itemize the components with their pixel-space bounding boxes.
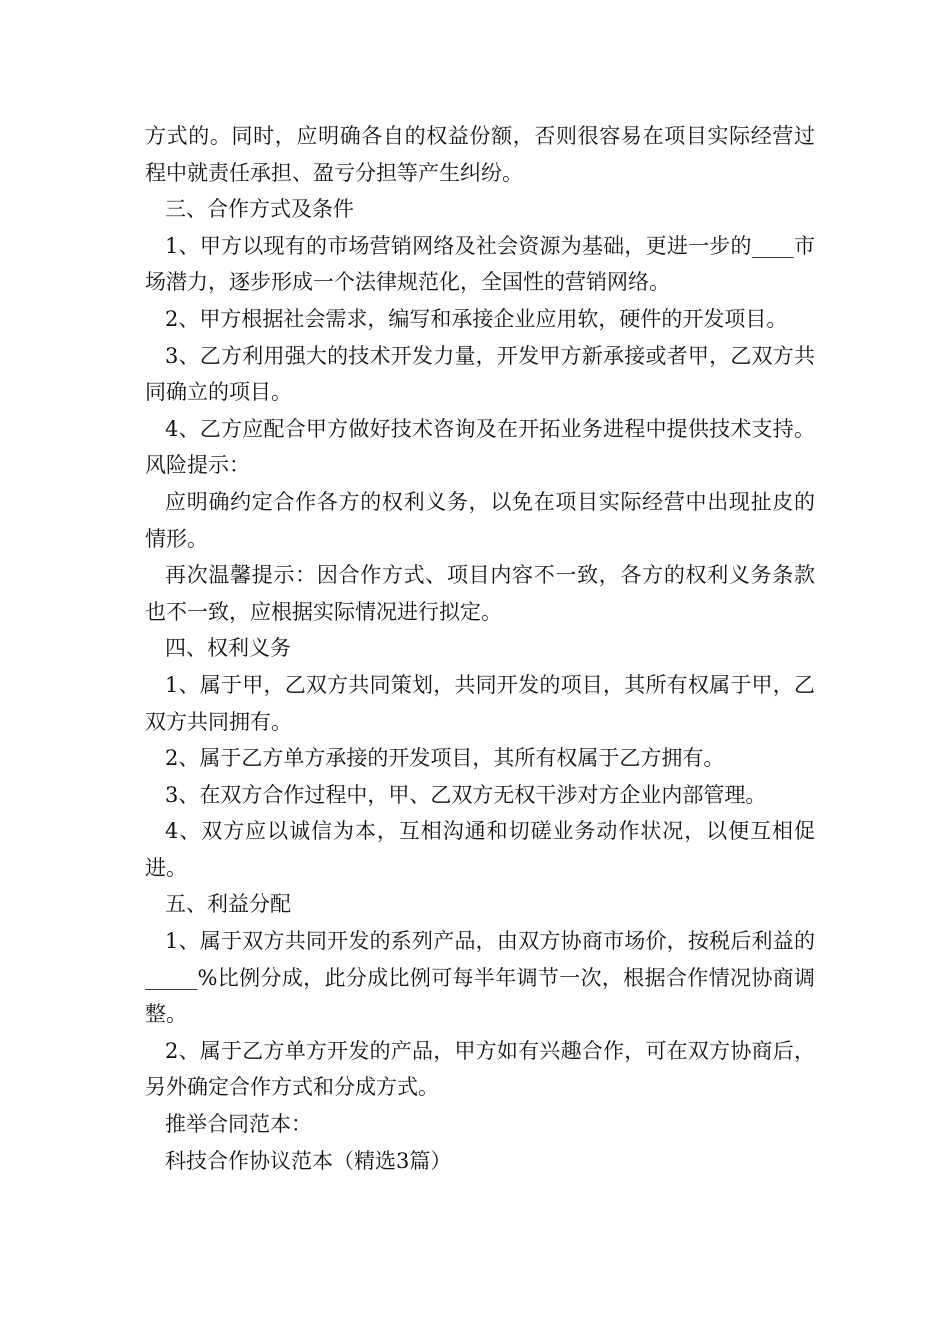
paragraph: 1、属于双方共同开发的系列产品，由双方协商市场价，按税后利益的_____%比例分成，此分成比例可每半年调节一次，根据合作情况协商调整。: [145, 929, 815, 1027]
paragraph: 3、乙方利用强大的技术开发力量，开发甲方新承接或者甲，乙双方共同确立的项目。: [145, 343, 815, 405]
paragraph: 科技合作协议范本（精选3篇）: [165, 1148, 452, 1173]
section-heading: 三、合作方式及条件: [165, 197, 354, 222]
section-heading: 四、权利义务: [165, 636, 291, 661]
section-heading: 五、利益分配: [165, 892, 291, 917]
paragraph: 再次温馨提示：因合作方式、项目内容不一致，各方的权利义务条款也不一致，应根据实际情况进行拟定。: [145, 563, 815, 624]
document-body: [145, 118, 815, 1179]
paragraph: 2、甲方根据社会需求，编写和承接企业应用软，硬件的开发项目。: [165, 306, 788, 331]
paragraph: 推举合同范本：: [165, 1112, 312, 1137]
paragraph: 1、属于甲，乙双方共同策划，共同开发的项目，其所有权属于甲，乙双方共同拥有。: [145, 672, 815, 734]
paragraph: 4、乙方应配合甲方做好技术咨询及在开拓业务进程中提供技术支持。风险提示：: [145, 416, 815, 478]
paragraph: 1、甲方以现有的市场营销网络及社会资源为基础，更进一步的____市场潜力，逐步形成一个法律规范化，全国性的营销网络。: [145, 233, 815, 295]
paragraph: 2、属于乙方单方开发的产品，甲方如有兴趣合作，可在双方协商后，另外确定合作方式和分成方式。: [145, 1038, 815, 1100]
paragraph: 4、双方应以诚信为本，互相沟通和切磋业务动作状况，以便互相促进。: [145, 819, 815, 880]
paragraph: 应明确约定合作各方的权利义务，以免在项目实际经营中出现扯皮的情形。: [145, 489, 815, 551]
paragraph: 2、属于乙方单方承接的开发项目，其所有权属于乙方拥有。: [165, 746, 725, 771]
paragraph: 方式的。同时，应明确各自的权益份额，否则很容易在项目实际经营过程中就责任承担、盈亏分担等产生纠纷。: [145, 124, 815, 185]
paragraph: 3、在双方合作过程中，甲、乙双方无权干涉对方企业内部管理。: [165, 782, 767, 807]
